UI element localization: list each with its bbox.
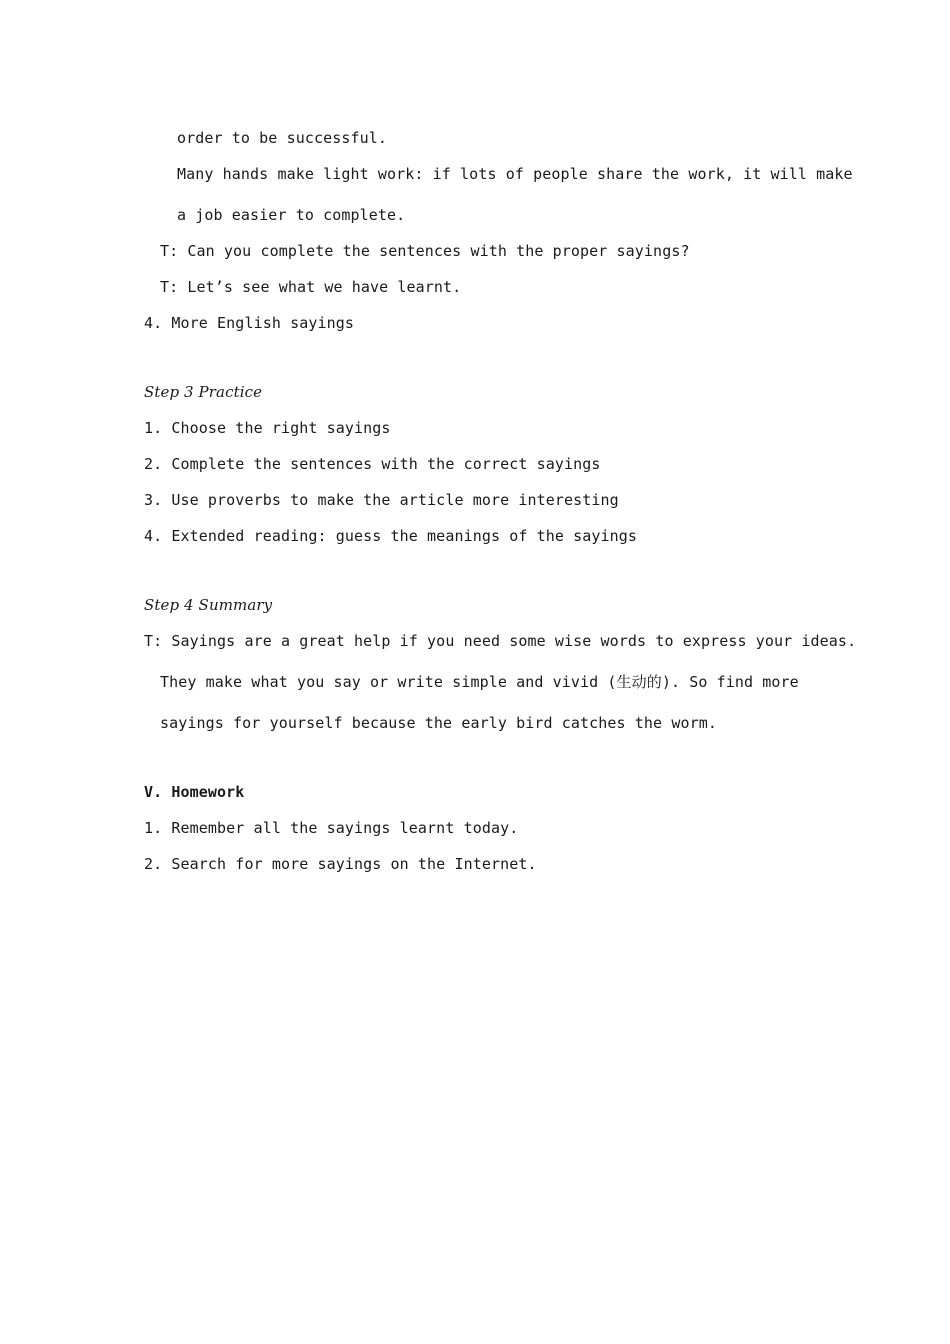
list-item: 4. Extended reading: guess the meanings of the sayings	[144, 527, 638, 545]
list-item: 1. Remember all the sayings learnt today.	[144, 819, 519, 837]
section-heading: Step 3 Practice	[144, 383, 263, 401]
section-heading: V. Homework	[144, 783, 245, 801]
text-line: order to be successful.	[177, 129, 388, 147]
teacher-line: T: Can you complete the sentences with the proper sayings?	[160, 242, 690, 260]
list-item: 1. Choose the right sayings	[144, 419, 391, 437]
paragraph-line: sayings for yourself because the early bird catches the worm.	[160, 714, 717, 732]
list-item: 2. Search for more sayings on the Internet.	[144, 855, 537, 873]
text-line: a job easier to complete.	[177, 206, 406, 224]
paragraph-line: T: Sayings are a great help if you need some wise words to express your ideas.	[144, 632, 857, 650]
paragraph-line: They make what you say or write simple and vivid (生动的). So find more	[160, 673, 799, 691]
section-heading: Step 4 Summary	[144, 596, 273, 614]
list-item: 2. Complete the sentences with the correct sayings	[144, 455, 601, 473]
list-item: 3. Use proverbs to make the article more interesting	[144, 491, 619, 509]
list-item: 4. More English sayings	[144, 314, 355, 332]
text-line: Many hands make light work: if lots of people share the work, it will make	[177, 165, 853, 183]
teacher-line: T: Let’s see what we have learnt.	[160, 278, 462, 296]
